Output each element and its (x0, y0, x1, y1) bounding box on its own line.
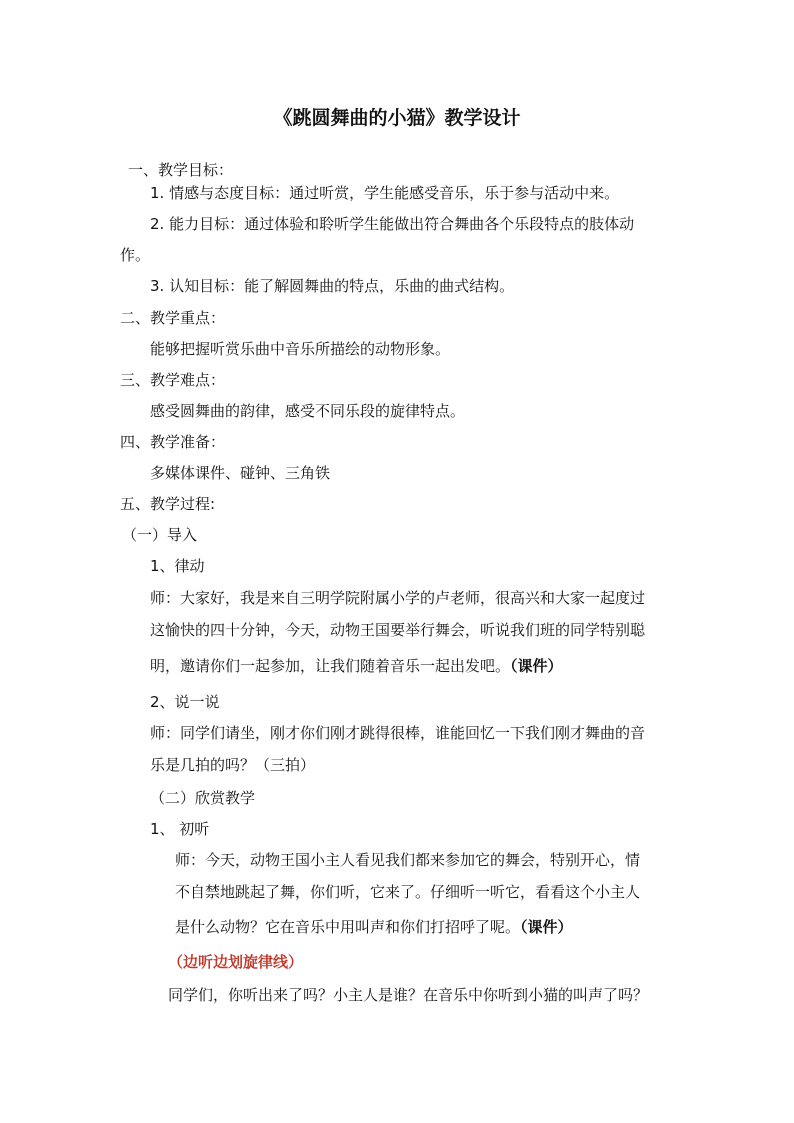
objective-ability-line1: 2. 能力目标：通过体验和聆听学生能做出符合舞曲各个乐段特点的肢体动 (150, 215, 635, 233)
objective-emotion: 1. 情感与态度目标：通过听赏，学生能感受音乐，乐于参与活动中来。 (150, 184, 620, 202)
courseware-note: （课件） (510, 657, 563, 675)
step-first-listen-heading: 1、 初听 (150, 820, 210, 838)
section-difficulties-heading: 三、教学难点： (120, 371, 226, 389)
subsection-appreciation-heading: （二）欣赏教学 (150, 789, 256, 807)
question-line: 同学们，你听出来了吗？小主人是谁？在音乐中你听到小猫的叫声了吗？ (168, 986, 649, 1004)
intro-paragraph-line1: 师：大家好，我是来自三明学院附属小学的卢老师，很高兴和大家一起度过 (150, 589, 646, 607)
document-title: 《跳圆舞曲的小猫》教学设计 (273, 107, 521, 129)
objective-ability-line2: 作。 (120, 246, 151, 264)
objective-cognitive: 3. 认知目标：能了解圆舞曲的特点，乐曲的曲式结构。 (150, 277, 515, 295)
speak-paragraph-line1: 师：同学们请坐，刚才你们刚才跳得很棒，谁能回忆一下我们刚才舞曲的音 (150, 724, 646, 742)
step-rhythm-heading: 1、律动 (150, 557, 205, 575)
intro-paragraph-line3 (150, 656, 563, 676)
section-objectives-heading: 一、教学目标： (128, 161, 234, 179)
subsection-intro-heading: （一）导入 (122, 526, 198, 544)
listen-paragraph-line3-text: 是什么动物？它在音乐中用叫声和你们打招呼了呢。 (175, 918, 521, 936)
speak-paragraph-line2: 乐是几拍的吗？（三拍） (150, 756, 316, 774)
difficulties-text: 感受圆舞曲的韵律，感受不同乐段的旋律特点。 (150, 402, 466, 420)
section-preparation-heading: 四、教学准备： (120, 433, 226, 451)
step-speak-heading: 2、说一说 (150, 693, 220, 711)
melody-line-note: （边听边划旋律线） (168, 953, 304, 971)
intro-paragraph-line2: 这愉快的四十分钟，今天，动物王国要举行舞会，听说我们班的同学特别聪 (150, 621, 646, 639)
key-points-text: 能够把握听赏乐曲中音乐所描绘的动物形象。 (150, 340, 451, 358)
intro-paragraph-line3-text: 明，邀请你们一起参加，让我们随着音乐一起出发吧。 (150, 657, 511, 675)
listen-paragraph-line2: 不自禁地跳起了舞，你们听，它来了。仔细听一听它，看看这个小主人 (175, 883, 641, 901)
listen-paragraph-line3 (175, 917, 573, 937)
preparation-text: 多媒体课件、碰钟、三角铁 (150, 464, 331, 482)
courseware-note-2: （课件） (520, 918, 573, 936)
section-process-heading: 五、教学过程: (120, 495, 216, 513)
section-key-points-heading: 二、教学重点： (120, 309, 226, 327)
listen-paragraph-line1: 师：今天，动物王国小主人看见我们都来参加它的舞会，特别开心，情 (175, 851, 641, 869)
